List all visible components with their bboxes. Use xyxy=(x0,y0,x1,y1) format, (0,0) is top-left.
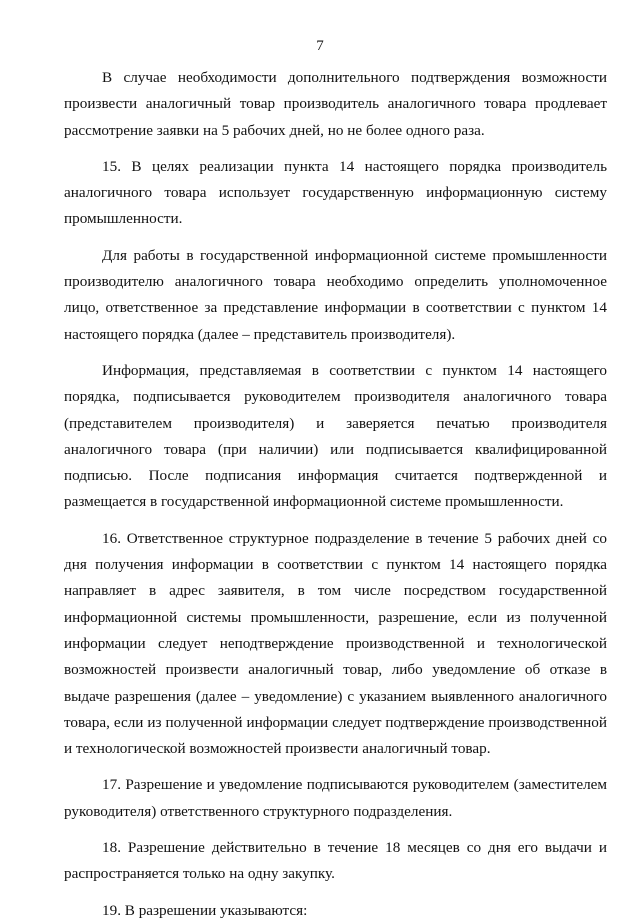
paragraph-item-17: 17. Разрешение и уведомление подписываются руководителем (заместителем руководителя) ответственного структурного подразделения. xyxy=(64,776,607,820)
document-body xyxy=(64,65,607,924)
paragraph-item-18: 18. Разрешение действительно в течение 18 месяцев со дня его выдачи и распространяется только на одну закупку. xyxy=(64,839,607,883)
paragraph-extension-of-review: В случае необходимости дополнительного подтверждения возможности произвести аналогичный товар производитель аналогичного товара продлевает рассмотрение заявки на 5 рабочих дней, но не более одного раза. xyxy=(64,69,607,139)
paragraph-information-signing: Информация, представляемая в соответствии с пунктом 14 настоящего порядка, подписывается руководителем производителя аналогичного товара (представителем производителя) и заверяется печатью производителя аналогичного товара (при наличии) или подписывается квалифицированной подписью. После подписания информация считается подтвержденной и размещается в государственной информационной системе промышленности. xyxy=(64,361,607,511)
paragraph-item-15: 15. В целях реализации пункта 14 настоящего порядка производитель аналогичного товара использует государственную информационную систему промышленности. xyxy=(64,157,607,228)
paragraph-item-16: 16. Ответственное структурное подразделение в течение 5 рабочих дней со дня получения информации в соответствии с пунктом 14 настоящего порядка направляет в адрес заявителя, в том числе посредством государственной информационной системы промышленности, разрешение, если из полученной информации следует неподтверждение производственной и технологической возможностей произвести аналогичный товар, либо уведомление об отказе в выдаче разрешения (далее – уведомление) с указанием выявленного аналогичного товара, если из полученной информации следует подтверждение производственной и технологической возможностей произвести аналогичный товар. xyxy=(64,529,607,758)
page-number: 7 xyxy=(316,38,324,54)
paragraph-authorized-person: Для работы в государственной информационной системе промышленности производителю аналогичного товара необходимо определить уполномоченное лицо, ответственное за представление информации в соответствии с пунктом 14 настоящего порядка (далее – представитель производителя). xyxy=(64,246,607,343)
paragraph-item-19: 19. В разрешении указываются: xyxy=(102,901,308,919)
